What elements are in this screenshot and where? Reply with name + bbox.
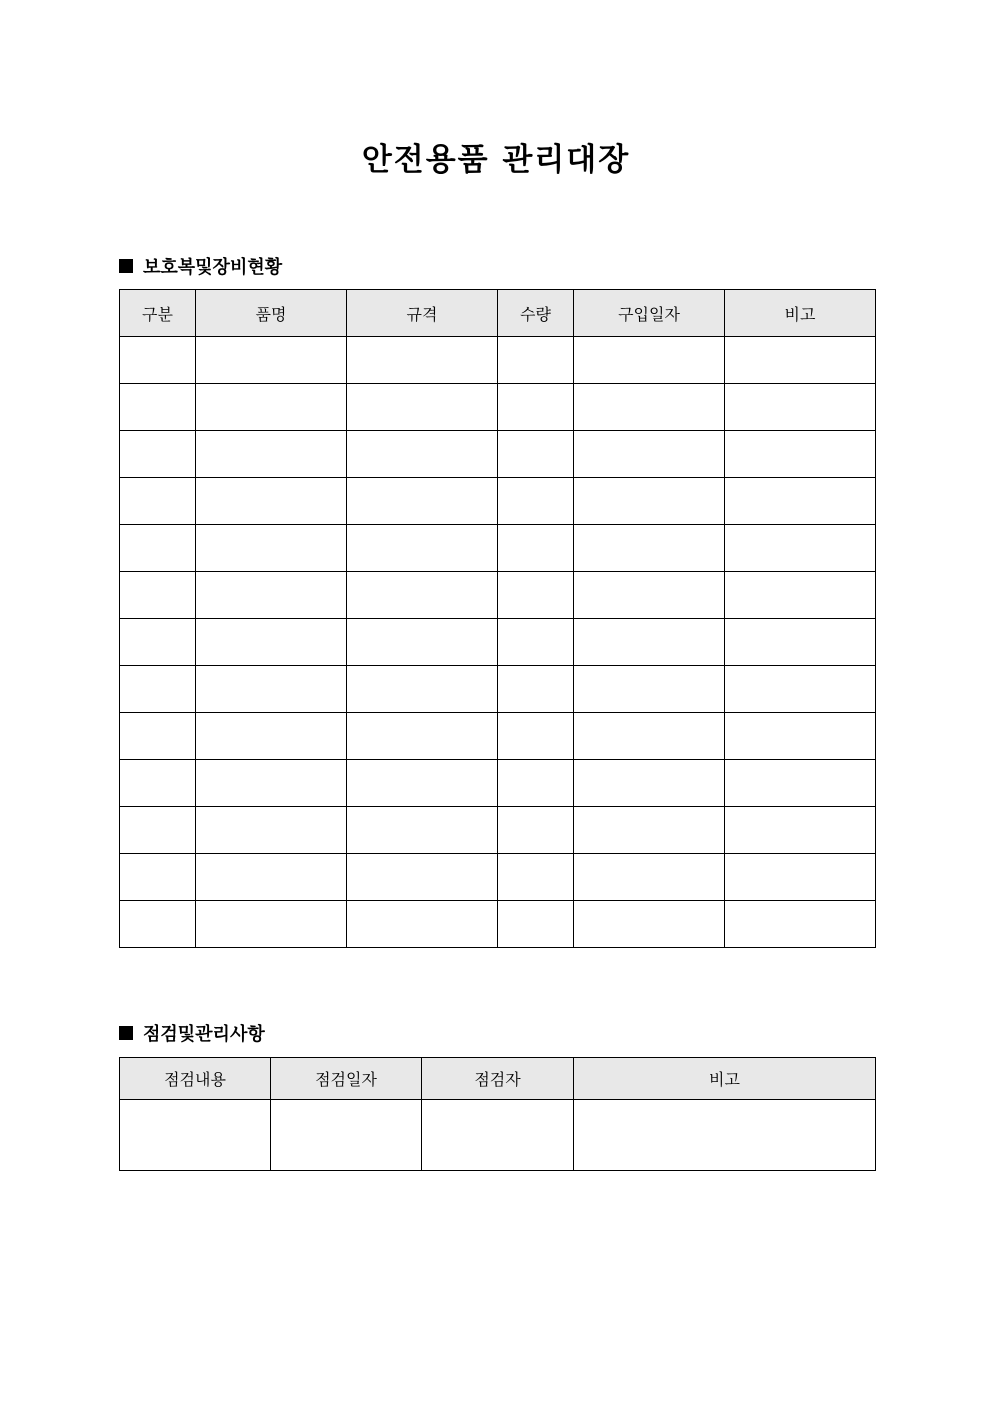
table-cell[interactable] (196, 572, 347, 619)
table-cell[interactable] (574, 760, 725, 807)
table-cell[interactable] (574, 431, 725, 478)
column-header-item-name: 품명 (196, 290, 347, 337)
table-cell[interactable] (574, 478, 725, 525)
equipment-table (119, 289, 876, 948)
table-cell[interactable] (574, 854, 725, 901)
table-cell[interactable] (498, 807, 574, 854)
table-cell[interactable] (120, 431, 196, 478)
table-cell[interactable] (120, 1100, 271, 1171)
table-cell[interactable] (498, 619, 574, 666)
table-cell[interactable] (498, 384, 574, 431)
table-cell[interactable] (120, 760, 196, 807)
table-cell[interactable] (120, 525, 196, 572)
table-row (120, 713, 876, 760)
table-cell[interactable] (347, 572, 498, 619)
table-cell[interactable] (196, 525, 347, 572)
inspection-table (119, 1057, 876, 1171)
column-header-inspector: 점검자 (422, 1058, 574, 1100)
table-cell[interactable] (347, 854, 498, 901)
table-cell[interactable] (725, 901, 876, 948)
square-bullet-icon (119, 1026, 133, 1040)
table-cell[interactable] (196, 384, 347, 431)
table-cell[interactable] (725, 854, 876, 901)
section-heading-label: 보호복및장비현황 (143, 257, 283, 278)
table-cell[interactable] (347, 525, 498, 572)
table-row (120, 854, 876, 901)
table-cell[interactable] (196, 337, 347, 384)
table-cell[interactable] (196, 478, 347, 525)
column-header-purchase-date: 구입일자 (574, 290, 725, 337)
table-cell[interactable] (347, 666, 498, 713)
table-cell[interactable] (120, 384, 196, 431)
table-cell[interactable] (196, 807, 347, 854)
table-cell[interactable] (120, 666, 196, 713)
section-heading-label: 점검및관리사항 (143, 1024, 265, 1045)
table-row (120, 807, 876, 854)
table-cell[interactable] (120, 713, 196, 760)
table-cell[interactable] (120, 854, 196, 901)
column-header-category: 구분 (120, 290, 196, 337)
table-cell[interactable] (574, 713, 725, 760)
table-cell[interactable] (347, 713, 498, 760)
table-cell[interactable] (725, 478, 876, 525)
table-cell[interactable] (725, 619, 876, 666)
table-cell[interactable] (347, 431, 498, 478)
table-cell[interactable] (574, 384, 725, 431)
table-cell[interactable] (120, 901, 196, 948)
table-cell[interactable] (498, 525, 574, 572)
table-cell[interactable] (574, 1100, 876, 1171)
table-row (120, 901, 876, 948)
table-cell[interactable] (574, 525, 725, 572)
table-row (120, 384, 876, 431)
table-cell[interactable] (347, 760, 498, 807)
table-cell[interactable] (422, 1100, 574, 1171)
table-cell[interactable] (196, 713, 347, 760)
table-cell[interactable] (498, 337, 574, 384)
table-cell[interactable] (498, 478, 574, 525)
column-header-remarks: 비고 (574, 1058, 876, 1100)
table-cell[interactable] (498, 666, 574, 713)
table-row (120, 525, 876, 572)
table-cell[interactable] (347, 478, 498, 525)
table-cell[interactable] (725, 807, 876, 854)
table-cell[interactable] (574, 619, 725, 666)
table-cell[interactable] (120, 337, 196, 384)
table-cell[interactable] (498, 713, 574, 760)
table-cell[interactable] (725, 525, 876, 572)
table-cell[interactable] (725, 666, 876, 713)
column-header-remarks: 비고 (725, 290, 876, 337)
table-cell[interactable] (725, 572, 876, 619)
table-header-row (120, 1058, 876, 1100)
table-cell[interactable] (725, 431, 876, 478)
table-row (120, 666, 876, 713)
table-cell[interactable] (574, 807, 725, 854)
table-cell[interactable] (498, 760, 574, 807)
table-row (120, 337, 876, 384)
table-cell[interactable] (498, 572, 574, 619)
table-row (120, 1100, 876, 1171)
table-cell[interactable] (196, 431, 347, 478)
table-cell[interactable] (725, 384, 876, 431)
table-cell[interactable] (347, 807, 498, 854)
table-cell[interactable] (574, 901, 725, 948)
section-heading-equipment (119, 253, 282, 279)
table-row (120, 431, 876, 478)
table-cell[interactable] (347, 901, 498, 948)
table-cell[interactable] (347, 337, 498, 384)
table-cell[interactable] (120, 619, 196, 666)
table-row (120, 619, 876, 666)
table-cell[interactable] (196, 901, 347, 948)
table-cell[interactable] (725, 713, 876, 760)
table-row (120, 572, 876, 619)
table-cell[interactable] (347, 384, 498, 431)
table-cell[interactable] (271, 1100, 422, 1171)
table-header-row (120, 290, 876, 337)
square-bullet-icon (119, 259, 133, 273)
column-header-inspection-date: 점검일자 (271, 1058, 422, 1100)
table-cell[interactable] (725, 760, 876, 807)
table-cell[interactable] (498, 901, 574, 948)
column-header-quantity: 수량 (498, 290, 574, 337)
table-cell[interactable] (196, 666, 347, 713)
column-header-inspection-content: 점검내용 (120, 1058, 271, 1100)
table-cell[interactable] (196, 619, 347, 666)
table-cell[interactable] (574, 666, 725, 713)
table-cell[interactable] (498, 431, 574, 478)
table-cell[interactable] (196, 760, 347, 807)
table-cell[interactable] (120, 807, 196, 854)
table-cell[interactable] (196, 854, 347, 901)
table-cell[interactable] (574, 572, 725, 619)
table-cell[interactable] (120, 572, 196, 619)
table-row (120, 760, 876, 807)
column-header-spec: 규격 (347, 290, 498, 337)
table-row (120, 478, 876, 525)
section-heading-inspection (119, 1020, 265, 1046)
page-title: 안전용품 관리대장 (361, 142, 631, 178)
table-cell[interactable] (725, 337, 876, 384)
table-cell[interactable] (498, 854, 574, 901)
table-cell[interactable] (347, 619, 498, 666)
table-cell[interactable] (120, 478, 196, 525)
table-cell[interactable] (574, 337, 725, 384)
